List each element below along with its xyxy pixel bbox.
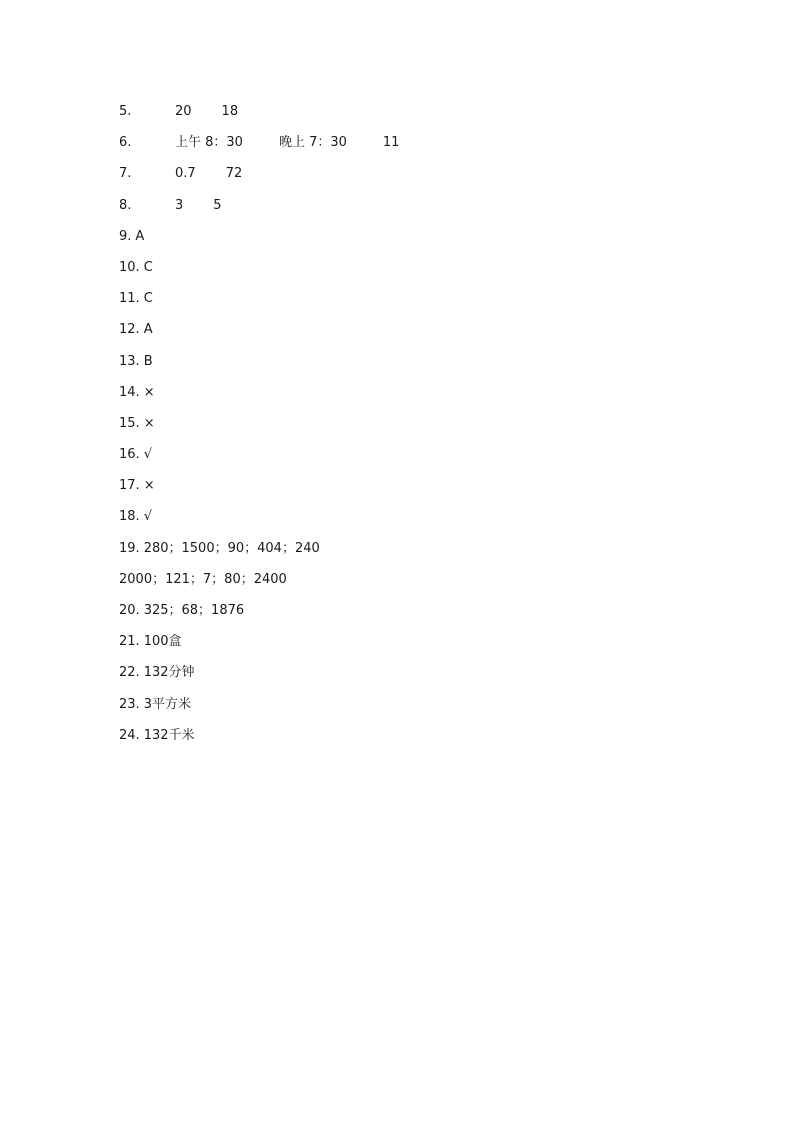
answer-value: 2000；121；7；80；2400	[119, 571, 287, 587]
answer-list	[119, 101, 399, 756]
wrong-mark: ×	[143, 384, 155, 400]
answer-row-8	[119, 195, 399, 226]
answer-row-10	[119, 257, 399, 288]
question-number: 10.	[119, 259, 140, 275]
question-number: 5.	[119, 104, 132, 119]
answer-value: 20	[175, 104, 192, 119]
answer-row-19-continued	[119, 569, 399, 600]
question-number: 7.	[119, 166, 132, 182]
answer-value: 11	[382, 135, 400, 151]
question-number: 12.	[119, 322, 140, 338]
answer-value: 280；1500；90；404；240	[143, 540, 320, 556]
question-number: 24.	[119, 727, 140, 743]
answer-value: 72	[225, 166, 243, 182]
answer-row-19	[119, 538, 399, 569]
question-number: 20.	[119, 603, 140, 618]
check-mark: √	[143, 447, 152, 463]
question-number: 17.	[119, 478, 140, 494]
answer-value: B	[143, 353, 153, 369]
question-number: 14.	[119, 384, 140, 400]
answer-row-13	[119, 351, 399, 382]
question-number: 13.	[119, 353, 140, 369]
question-number: 16.	[119, 447, 140, 463]
answer-value: 325；68；1876	[143, 603, 245, 618]
answer-row-21	[119, 631, 399, 662]
answer-row-18	[119, 506, 399, 537]
check-mark: √	[143, 509, 152, 525]
answer-row-16	[119, 444, 399, 475]
question-number: 19.	[119, 540, 140, 556]
answer-row-20	[119, 600, 399, 631]
question-number: 8.	[119, 197, 132, 213]
answer-value: 5	[213, 197, 222, 213]
answer-value: 0.7	[175, 166, 196, 182]
answer-value: 132千米	[143, 727, 195, 743]
answer-value: 100盒	[143, 634, 182, 650]
answer-value: 3平方米	[143, 696, 191, 712]
answer-row-12	[119, 319, 399, 350]
answer-row-9	[119, 226, 399, 257]
answer-value: 18	[221, 104, 239, 119]
answer-value: C	[143, 259, 153, 275]
answer-row-24	[119, 725, 399, 756]
answer-row-6	[119, 132, 399, 163]
answer-value: A	[143, 322, 153, 338]
answer-row-23	[119, 694, 399, 725]
wrong-mark: ×	[143, 415, 155, 431]
answer-row-7	[119, 163, 399, 194]
question-number: 6.	[119, 135, 132, 151]
answer-row-14	[119, 382, 399, 413]
answer-value: 3	[175, 197, 184, 213]
answer-row-5	[119, 101, 399, 132]
answer-row-15	[119, 413, 399, 444]
answer-value: C	[143, 291, 153, 307]
answer-row-22	[119, 662, 399, 693]
question-number: 23.	[119, 696, 140, 712]
answer-value: 132分钟	[143, 665, 195, 681]
question-number: 21.	[119, 634, 140, 650]
answer-value: 上午 8：30	[175, 135, 243, 151]
wrong-mark: ×	[143, 478, 155, 494]
answer-row-11	[119, 288, 399, 319]
question-number: 9.	[119, 228, 132, 244]
question-number: 18.	[119, 509, 140, 525]
question-number: 11.	[119, 291, 140, 307]
answer-value: 晚上 7：30	[278, 135, 347, 151]
question-number: 22.	[119, 665, 140, 681]
answer-value: A	[135, 228, 145, 244]
answer-row-17	[119, 475, 399, 506]
question-number: 15.	[119, 415, 140, 431]
